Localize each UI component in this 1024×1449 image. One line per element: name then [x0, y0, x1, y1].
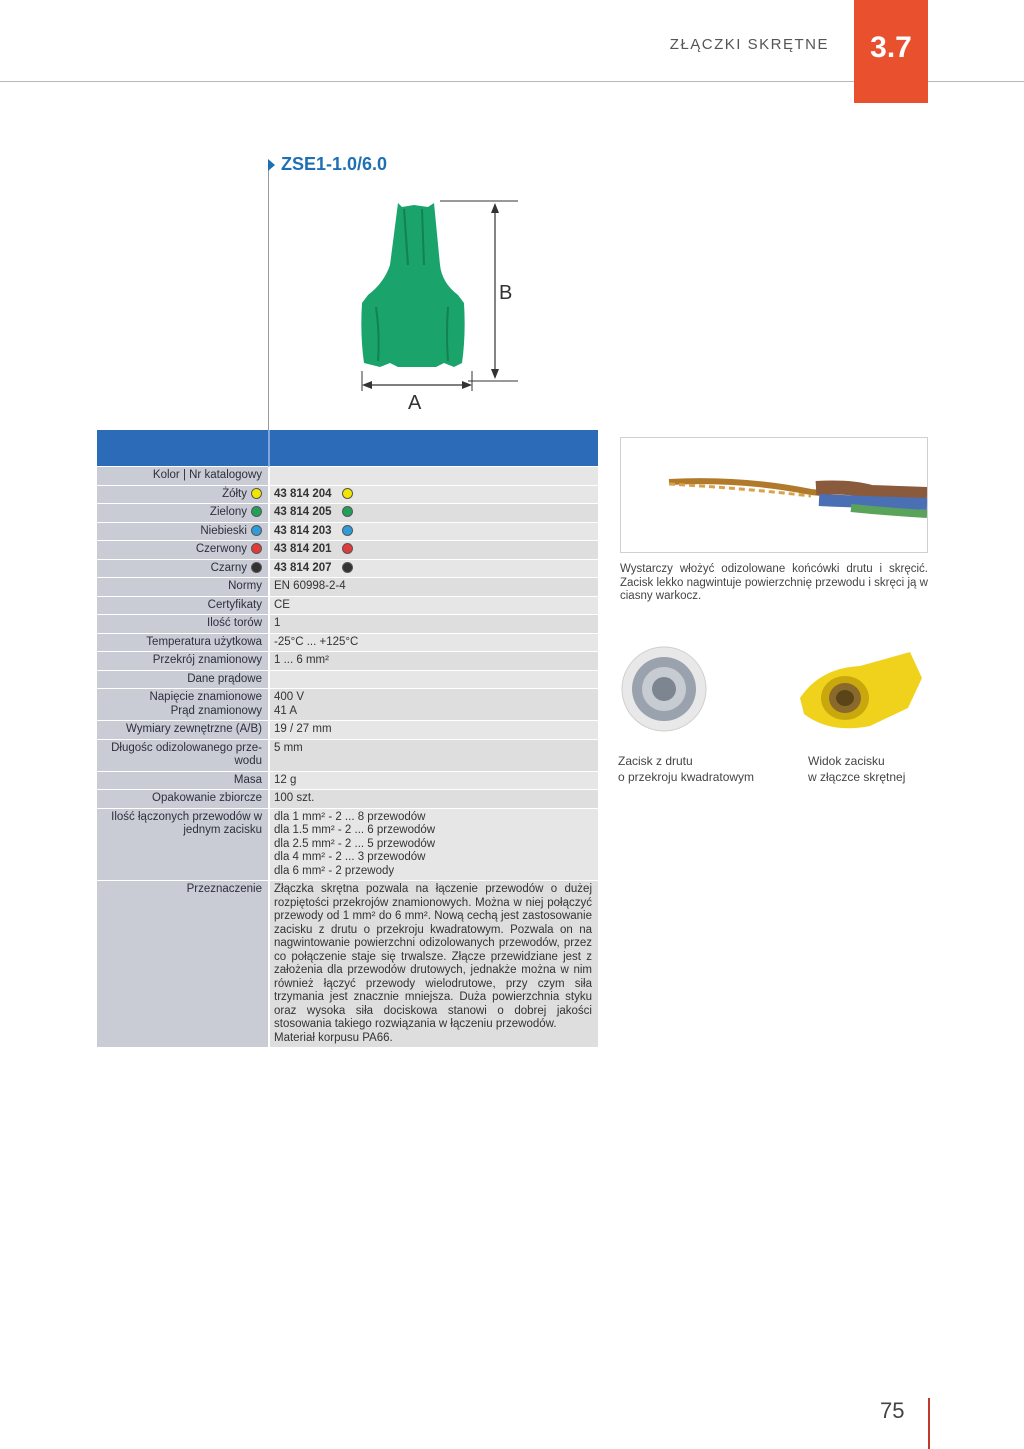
page-number-bar	[928, 1398, 930, 1449]
green-dot-icon	[251, 506, 262, 517]
catalog-number: 43 814 203	[274, 524, 332, 537]
table-row	[97, 504, 598, 523]
tracks-value: 1	[268, 615, 598, 634]
table-header-row	[97, 430, 598, 467]
yellow-dot-icon	[251, 488, 262, 499]
view-caption-line: w złączce skrętnej	[808, 770, 906, 784]
twisted-wires-photo	[620, 437, 928, 553]
color-label: Czerwony	[195, 543, 247, 555]
black-dot-icon	[251, 562, 262, 573]
table-row	[97, 809, 598, 882]
red-dot-icon	[251, 543, 262, 554]
color-label: Zielony	[209, 506, 247, 518]
wires-count-value: dla 1.5 mm² - 2 ... 6 przewodów	[274, 824, 436, 836]
catalog-number: 43 814 207	[274, 561, 332, 574]
view-caption	[808, 753, 905, 785]
color-label: Czarny	[210, 561, 247, 574]
catalog-number: 43 814 201	[274, 543, 332, 555]
strip-length-value: 5 mm	[268, 740, 598, 772]
table-row	[97, 597, 598, 616]
color-label: Niebieski	[200, 524, 247, 537]
wires-count-label: Ilość łączonych przewodów w jednym zacisku	[97, 809, 268, 882]
mass-value: 12 g	[268, 772, 598, 791]
mass-label: Masa	[97, 772, 268, 791]
purpose-label: Przeznaczenie	[97, 881, 268, 1048]
table-row	[97, 740, 598, 772]
wires-count-value: dla 1 mm² - 2 ... 8 przewodów	[274, 810, 426, 823]
voltage-label: Napięcie znamionowe	[149, 691, 262, 703]
title-guide-line	[268, 160, 269, 436]
table-row	[97, 671, 598, 690]
catalog-number: 43 814 204	[274, 487, 332, 500]
green-connector-shape	[361, 203, 464, 367]
black-dot-icon	[342, 562, 353, 573]
temperature-value: -25°C ... +125°C	[268, 634, 598, 653]
table-row	[97, 541, 598, 560]
certificates-label: Certyfikaty	[97, 597, 268, 616]
ce-mark-icon: CE	[268, 597, 598, 616]
temperature-label: Temperatura użytkowa	[97, 634, 268, 653]
strip-length-label: Długośc odizolowanego prze-wodu	[97, 740, 268, 772]
cross-section-label: Przekrój znamionowy	[97, 652, 268, 671]
cross-section-value: 1 ... 6 mm²	[268, 652, 598, 671]
spring-caption-line: o przekroju kwadratowym	[618, 770, 755, 784]
connector-dimension-drawing	[350, 195, 530, 415]
table-row	[97, 615, 598, 634]
table-row	[97, 689, 598, 721]
dimensions-value: 19 / 27 mm	[268, 721, 598, 740]
spring-caption-line: Zacisk z drutu	[618, 754, 693, 768]
spec-table	[97, 430, 598, 1048]
catalog-number: 43 814 205	[274, 506, 332, 518]
spring-caption	[618, 753, 754, 785]
blue-dot-icon	[342, 525, 353, 536]
table-row	[97, 634, 598, 653]
table-row	[97, 578, 598, 597]
table-row	[97, 467, 598, 486]
color-label: Żółty	[222, 487, 247, 500]
yellow-connector-cutaway-image	[790, 648, 925, 743]
table-row	[97, 486, 598, 505]
table-row	[97, 772, 598, 791]
wires-count-value: dla 6 mm² - 2 przewody	[274, 864, 395, 877]
section-title: ZŁĄCZKI SKRĘTNE	[669, 36, 829, 53]
table-row	[97, 560, 598, 579]
packaging-label: Opakowanie zbiorcze	[97, 790, 268, 809]
tracks-label: Ilość torów	[97, 615, 268, 634]
norms-value: EN 60998-2-4	[268, 578, 598, 597]
voltage-value: 400 V	[274, 691, 305, 703]
current-label: Prąd znamionowy	[170, 704, 262, 717]
current-data-label: Dane prądowe	[97, 671, 268, 690]
triangle-bullet-icon	[268, 159, 275, 171]
table-row	[97, 790, 598, 809]
norms-label: Normy	[97, 578, 268, 597]
product-title-text: ZSE1-1.0/6.0	[281, 154, 388, 174]
red-dot-icon	[342, 543, 353, 554]
table-row	[97, 652, 598, 671]
yellow-dot-icon	[342, 488, 353, 499]
table-row	[97, 881, 598, 1048]
dimension-a-label: A	[408, 392, 422, 414]
twist-caption: Wystarczy włożyć odizolowane końcówki drutu i skręcić. Zacisk lekko nagwintuje powierzchnię przewodu i skręci ją w ciasny warkocz.	[620, 563, 928, 602]
wires-count-value: dla 4 mm² - 2 ... 3 przewodów	[274, 851, 426, 863]
current-value: 41 A	[274, 704, 298, 717]
dimension-b-label: B	[499, 282, 513, 304]
table-row	[97, 523, 598, 542]
material-note: Materiał korpusu PA66.	[274, 1031, 393, 1044]
table-row	[97, 721, 598, 740]
blue-dot-icon	[251, 525, 262, 536]
section-number-badge: 3.7	[854, 0, 928, 103]
purpose-description: Złączka skrętna pozwala na łączenie przewodów o dużej rozpiętości przekrojów znamionowych. Można w niej połączyć przewody od 1 mm² do 6 mm². Nową cechą jest zastosowanie zacisku z drutu o przekroju kwadratowym. Pozwala on na nagwintowanie powierzchni odizolowanych przewodów, przez co połączenie staje się trwalsze. Złącze przewidziane jest z założenia dla przewodów drutowych, jednakże można w nim również łączyć przewody wielodrutowe, przy czym siła trzymania jest znacznie mniejsza. Duża powierzchnia styku oraz wysoka siła dociskowa stanowi o dobrej jakości stosowania takiego rozwiązania w łączeniu przewodów.	[274, 883, 592, 1030]
color-column-header: Kolor | Nr katalogowy	[97, 467, 268, 486]
green-dot-icon	[342, 506, 353, 517]
twisted-wires-image	[621, 438, 927, 552]
product-title	[268, 154, 387, 175]
dimensions-label: Wymiary zewnętrzne (A/B)	[97, 721, 268, 740]
packaging-value: 100 szt.	[268, 790, 598, 809]
square-wire-spring-image	[618, 643, 710, 735]
wires-count-value: dla 2.5 mm² - 2 ... 5 przewodów	[274, 837, 436, 850]
view-caption-line: Widok zacisku	[808, 754, 885, 768]
page-number: 75	[880, 1398, 905, 1423]
